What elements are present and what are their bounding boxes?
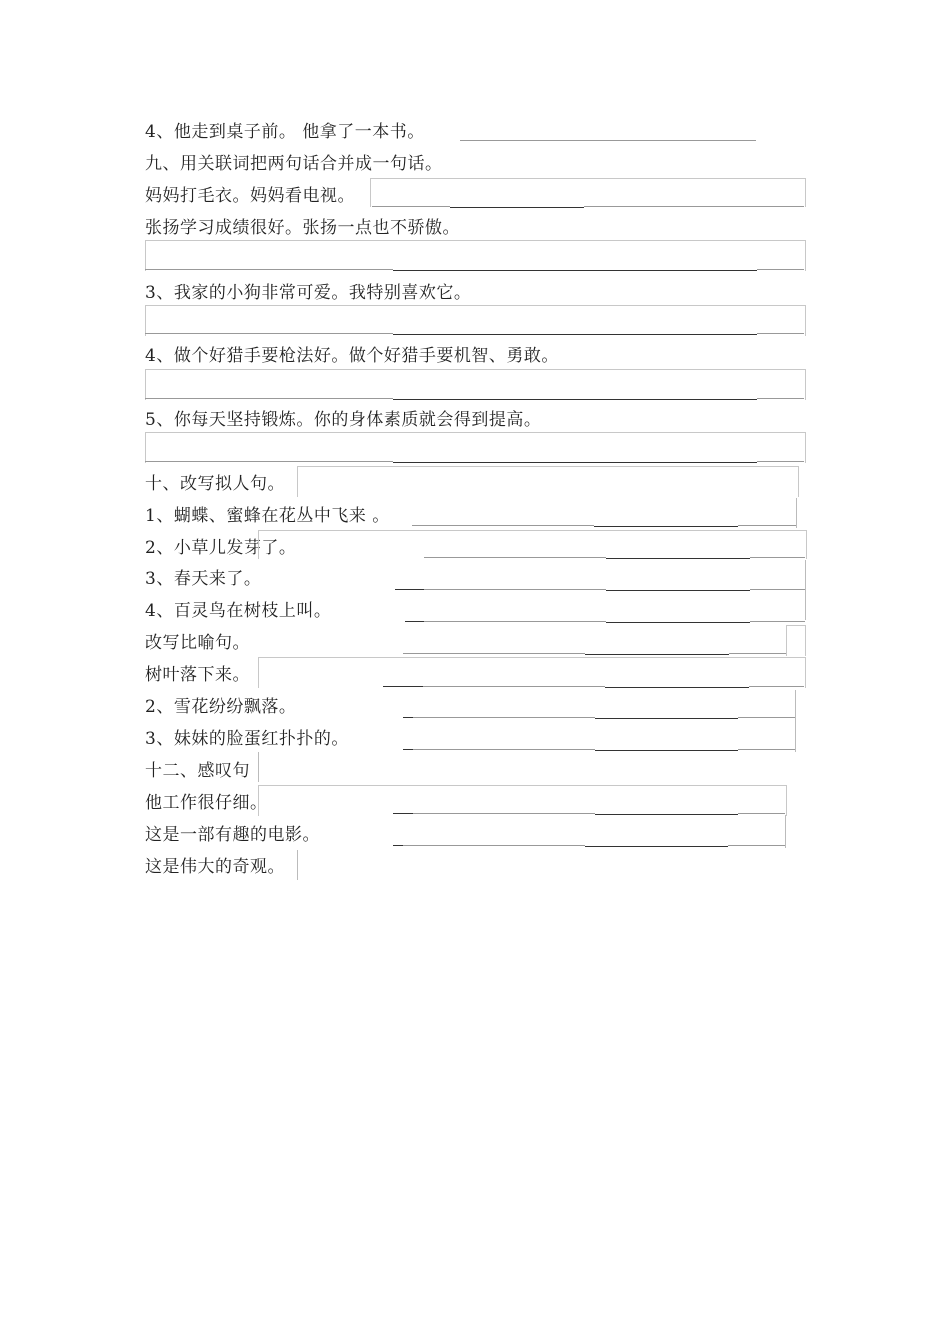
answer-line <box>595 814 738 815</box>
section-9-heading: 九、用关联词把两句话合并成一句话。 <box>145 154 443 174</box>
answer-line <box>757 269 804 270</box>
frame <box>258 785 787 816</box>
answer-line <box>594 526 738 527</box>
answer-line <box>145 461 393 462</box>
answer-frame-12-3[interactable] <box>297 850 298 880</box>
question-12-1: 他工作很仔细。 <box>145 793 268 813</box>
answer-line <box>393 399 757 400</box>
answer-box-9-4[interactable] <box>145 369 806 400</box>
answer-line <box>413 749 595 750</box>
answer-line <box>393 462 757 463</box>
frame <box>258 657 806 688</box>
answer-line <box>606 558 750 559</box>
answer-line <box>145 398 393 399</box>
answer-blank-12-2[interactable] <box>393 845 403 846</box>
answer-line <box>606 590 750 591</box>
answer-line <box>738 813 785 814</box>
answer-blank-10-3[interactable] <box>395 589 424 590</box>
question-11-3: 3、妹妹的脸蛋红扑扑的。 <box>145 729 349 749</box>
question-11-1: 树叶落下来。 <box>145 665 250 685</box>
frame <box>785 815 786 848</box>
answer-line <box>757 398 804 399</box>
section-10-heading: 十、改写拟人句。 <box>145 474 285 494</box>
answer-blank-11-head[interactable] <box>403 653 585 654</box>
frame <box>805 560 806 620</box>
answer-line <box>424 621 606 622</box>
answer-line <box>606 622 750 623</box>
answer-line <box>372 206 450 207</box>
answer-blank-10-4[interactable] <box>405 621 424 622</box>
question-9-1: 妈妈打毛衣。妈妈看电视。 <box>145 186 355 206</box>
answer-line <box>450 207 584 208</box>
answer-blank-11-3[interactable] <box>403 749 413 750</box>
answer-line <box>738 525 796 526</box>
question-8-4: 4、他走到桌子前。 他拿了一本书。 <box>145 122 425 142</box>
section-11-heading: 改写比喻句。 <box>145 633 250 653</box>
question-10-1: 1、蝴蝶、蜜蜂在花丛中飞来 。 <box>145 506 390 526</box>
answer-line <box>413 813 595 814</box>
answer-box-9-3[interactable] <box>145 305 806 336</box>
question-12-3: 这是伟大的奇观。 <box>145 857 285 877</box>
section-12-heading: 十二、感叹句 <box>145 761 250 781</box>
answer-line <box>393 334 757 335</box>
question-9-2: 张扬学习成绩很好。张扬一点也不骄傲。 <box>145 218 460 238</box>
frame <box>297 466 799 497</box>
answer-line <box>750 621 805 622</box>
answer-line <box>738 717 795 718</box>
answer-blank-12-1[interactable] <box>393 813 413 814</box>
answer-box-9-5[interactable] <box>145 432 806 463</box>
answer-line <box>728 845 785 846</box>
question-10-2: 2、小草儿发芽了。 <box>145 538 297 558</box>
answer-line <box>424 589 606 590</box>
answer-line <box>584 206 804 207</box>
question-9-4: 4、做个好猎手要枪法好。做个好猎手要机智、勇敢。 <box>145 346 559 366</box>
answer-line <box>729 653 786 654</box>
question-12-2: 这是一部有趣的电影。 <box>145 825 320 845</box>
answer-box-9-1[interactable] <box>370 178 806 207</box>
answer-line <box>585 654 729 655</box>
answer-line <box>585 846 728 847</box>
answer-blank-11-2[interactable] <box>403 717 413 718</box>
frame <box>796 498 797 528</box>
answer-line <box>595 718 738 719</box>
question-11-2: 2、雪花纷纷飘落。 <box>145 697 297 717</box>
answer-line <box>757 461 804 462</box>
frame <box>786 625 806 656</box>
answer-line <box>595 750 738 751</box>
answer-blank-8-4[interactable] <box>460 140 756 141</box>
answer-blank-10-2[interactable] <box>424 557 606 558</box>
frame <box>795 690 796 752</box>
answer-line <box>145 269 393 270</box>
answer-line <box>413 717 595 718</box>
question-10-3: 3、春天来了。 <box>145 569 262 589</box>
answer-box-9-2[interactable] <box>145 240 806 271</box>
frame <box>258 752 259 782</box>
answer-line <box>145 333 393 334</box>
answer-line <box>738 749 795 750</box>
answer-line <box>757 333 804 334</box>
question-10-4: 4、百灵鸟在树枝上叫。 <box>145 601 332 621</box>
frame <box>258 530 807 559</box>
answer-line <box>403 845 585 846</box>
answer-line <box>750 589 805 590</box>
question-9-3: 3、我家的小狗非常可爱。我特别喜欢它。 <box>145 283 472 303</box>
answer-line <box>393 270 757 271</box>
answer-blank-10-1[interactable] <box>412 525 594 526</box>
answer-line <box>750 557 805 558</box>
question-9-5: 5、你每天坚持锻炼。你的身体素质就会得到提高。 <box>145 410 542 430</box>
